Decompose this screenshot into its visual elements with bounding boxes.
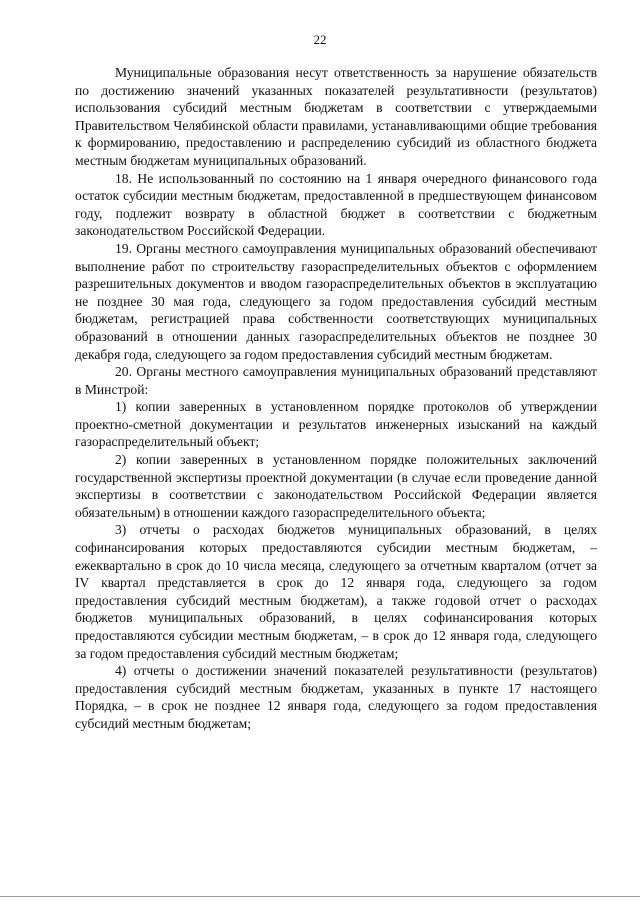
- list-item-2: 2) копии заверенных в установленном порядке положительных заключений государственной экспертизы проектной документации (в случае если проведение данной экспертизы в соответствии с законодательством Российской Федерации является обязательным) в отношении каждого газораспределительного объекта;: [75, 452, 597, 520]
- list-item-3: 3) отчеты о расходах бюджетов муниципальных образований, в целях софинансирования которых предоставляются субсидии местным бюджетам, – ежеквартально в срок до 10 числа месяца, следующего за отчетным кварталом (отчет за IV квартал представляется в срок до 12 января года, следующего за годом предоставления субсидий местным бюджетам), а также годовой отчет о расходах бюджетов муниципальных образований, в целях софинансирования которых предоставляются субсидии местным бюджетам, – в срок до 12 января года, следующего за годом предоставления субсидий местным бюджетам;: [75, 522, 597, 661]
- page-bottom-edge: [0, 896, 640, 897]
- paragraph-20: 20. Органы местного самоуправления муниципальных образований представляют в Минстрой:: [75, 364, 597, 397]
- list-item-1: 1) копии заверенных в установленном порядке протоколов об утверждении проектно-сметной документации и результатов инженерных изысканий на каждый газораспределительный объект;: [75, 399, 597, 450]
- paragraph-19: 19. Органы местного самоуправления муниципальных образований обеспечивают выполнение работ по строительству газораспределительных объектов с оформлением разрешительных документов и вводом газораспределительных объектов в эксплуатацию не позднее 30 мая года, следующего за годом предоставления субсидий местным бюджетам, регистрацией права собственности соответствующих муниципальных образований в отношении данных газораспределительных объектов не позднее 30 декабря года, следующего за годом предоставления субсидий местным бюджетам.: [75, 240, 597, 362]
- paragraph-responsibility: Муниципальные образования несут ответственность за нарушение обязательств по достижению значений указанных показателей результативности (результатов) использования субсидий местным бюджетам в соответствии с утверждаемыми Правительством Челябинской области правилами, устанавливающими общие требования к формированию, предоставлению и распределению субсидий из областного бюджета местным бюджетам муниципальных образований.: [75, 65, 597, 168]
- paragraph-18: 18. Не использованный по состоянию на 1 января очередного финансового года остаток субсидии местным бюджетам, предоставленной в предшествующем финансовом году, подлежит возврату в областной бюджет в соответствии с бюджетным законодательством Российской Федерации.: [75, 170, 597, 239]
- document-body: [75, 64, 597, 733]
- page-number: 22: [313, 32, 327, 47]
- list-item-4: 4) отчеты о достижении значений показателей результативности (результатов) предоставления субсидий местным бюджетам, указанных в пункте 17 настоящего Порядка, – в срок не позднее 12 января года, следующего за годом предоставления субсидий местным бюджетам;: [75, 663, 597, 731]
